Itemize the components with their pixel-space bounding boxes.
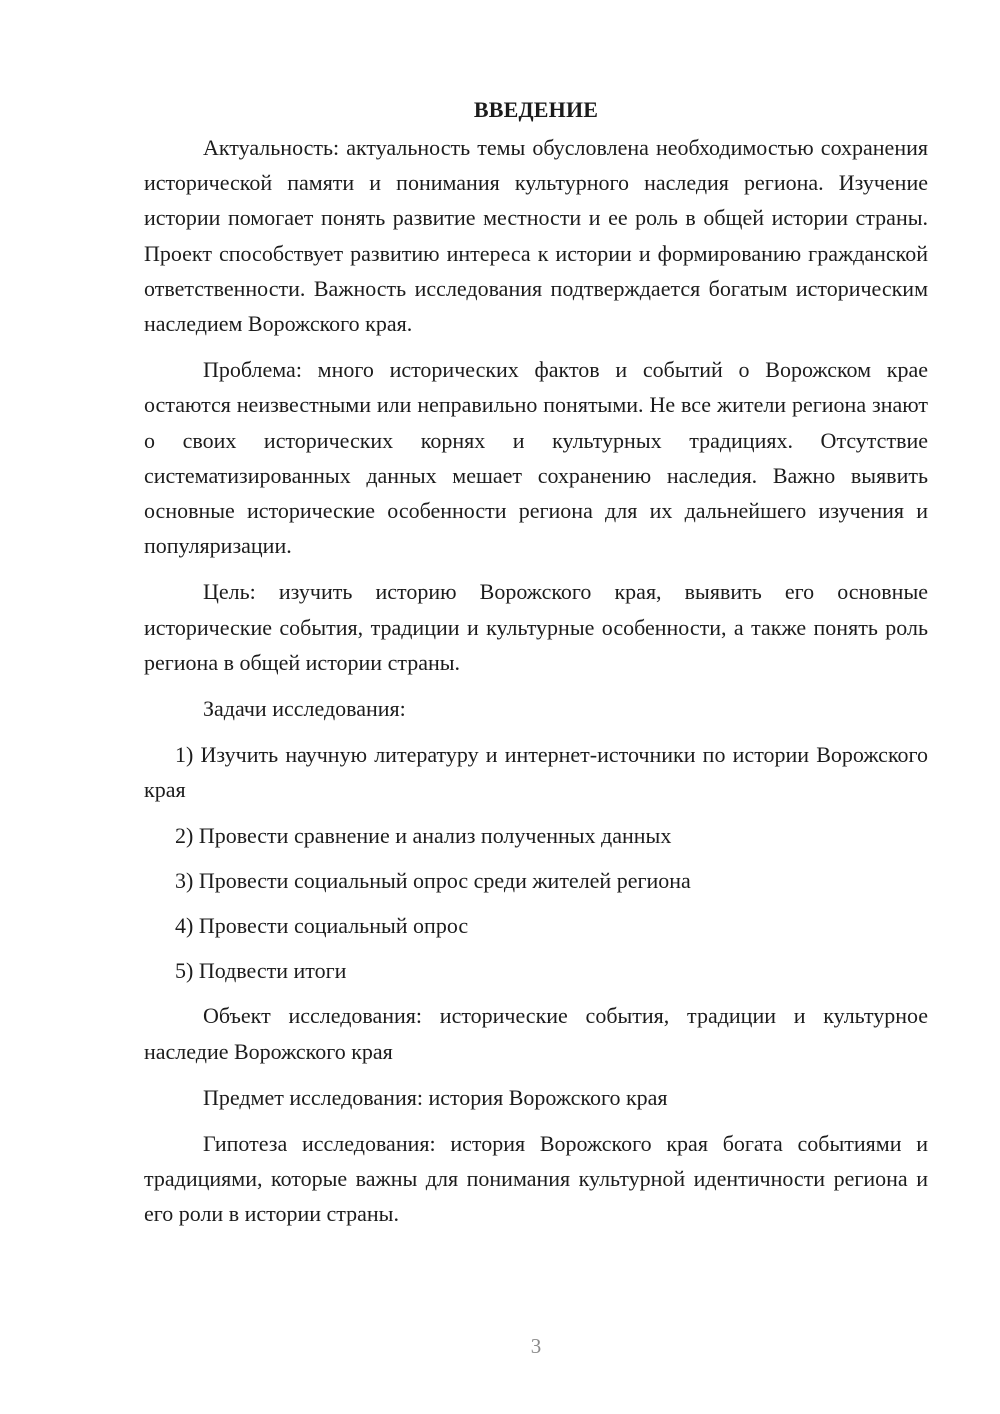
tasks-heading: Задачи исследования: xyxy=(203,696,406,722)
page-number: 3 xyxy=(530,1334,542,1358)
task-item: 3) Провести социальный опрос среди жителей региона xyxy=(175,867,691,893)
page-content xyxy=(144,92,928,1232)
relevance-paragraph: Актуальность: актуальность темы обусловлена необходимостью сохранения исторической памяти и понимания культурного наследия региона. Изучение истории помогает понять развитие местности и ее роль в общей истории страны. Проект способствует развитию интереса к истории и формированию гражданской ответственности. Важность исследования подтверждается богатым историческим наследием Ворожского края. xyxy=(144,135,928,337)
hypothesis-paragraph: Гипотеза исследования: история Ворожского края богата событиями и традициями, которые важны для понимания культурной идентичности региона и его роли в истории страны. xyxy=(144,1131,928,1227)
tasks-list xyxy=(144,737,928,988)
object-paragraph: Объект исследования: исторические события, традиции и культурное наследие Ворожского края xyxy=(144,1003,928,1064)
problem-paragraph: Проблема: много исторических фактов и событий о Ворожском крае остаются неизвестными или неправильно понятыми. Не все жители региона знают о своих исторических корнях и культурных традициях. Отсутствие систематизированных данных мешает сохранению наследия. Важно выявить основные исторические особенности региона для их дальнейшего изучения и популяризации. xyxy=(144,357,928,559)
section-title: ВВЕДЕНИЕ xyxy=(473,97,599,122)
task-item: 5) Подвести итоги xyxy=(175,958,347,984)
task-item: 1) Изучить научную литературу и интернет-источники по истории Ворожского края xyxy=(144,742,928,803)
subject-paragraph: Предмет исследования: история Ворожского края xyxy=(203,1084,668,1110)
goal-paragraph: Цель: изучить историю Ворожского края, выявить его основные исторические события, традиции и культурные особенности, а также понять роль региона в общей истории страны. xyxy=(144,579,928,675)
task-item: 4) Провести социальный опрос xyxy=(175,913,469,939)
task-item: 2) Провести сравнение и анализ полученных данных xyxy=(175,822,672,848)
